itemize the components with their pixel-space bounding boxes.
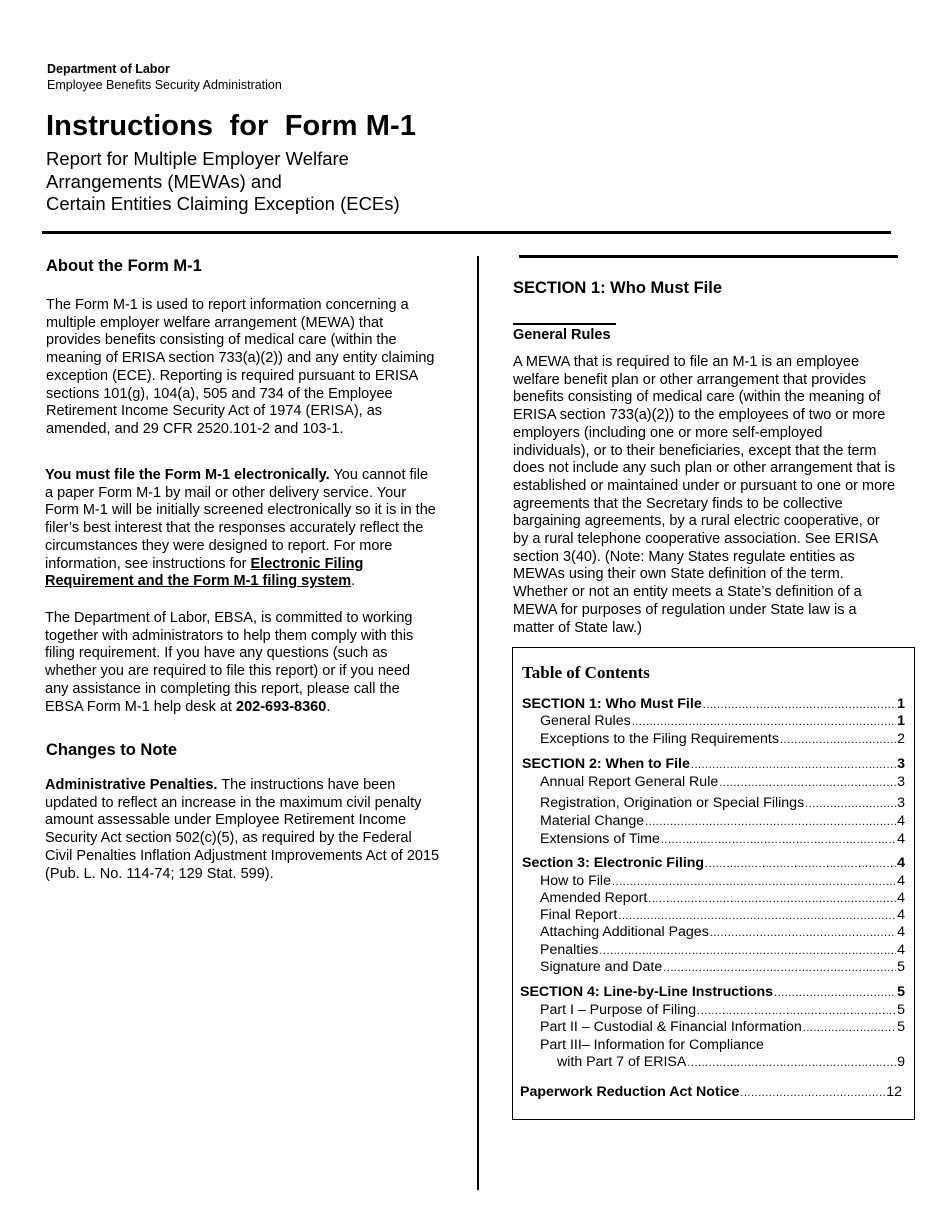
page-title: Instructions for Form M-1 xyxy=(46,110,417,142)
changes-heading: Changes to Note xyxy=(46,741,178,759)
efile-text: You cannot file a paper Form M-1 by mail or other delivery service. Your Form M-1 will be initially screened electronically so it is in the filer’s best interest that the responses accurately reflect the circumstances they were designed to report. For more information, see instructions for xyxy=(45,467,436,572)
efile-link[interactable]: Electronic Filing Requirement and the Form M-1 filing system xyxy=(45,555,364,590)
penalties-text: The instructions have been updated to reflect an increase in the maximum civil penalty amount assessable under Employee Retirement Income Security Act section 502(c)(5), as required by the Federal Civil Penalties Inflation Adjustment Improvements Act of 2015 (Pub. L. No. 114-74; 129 Stat. 599). xyxy=(45,777,440,882)
general-rules-paragraph: A MEWA that is required to file an M-1 is an employee welfare benefit plan or other arrangement that provides benefits consisting of medical care (within the meaning of ERISA section 733(a)(2)) to the employees of two or more employers (including one or more self-employed individuals), or to their beneficiaries, except that the term does not include any such plan or other arrangement that is established or maintained under or pursuant to one or more agreements that the Secretary finds to be collective bargaining agreements, by a rural electric cooperative, or by a rural telephone cooperative association. See ERISA section 3(40). (Note: Many States regulate entities as MEWAs using their own State definition of the term. Whether or not an entity meets a State’s definition of a MEWA for purposes of regulation under State law is a matter of State law.) xyxy=(513,354,896,636)
penalties-paragraph xyxy=(45,777,441,883)
section1-heading: SECTION 1: Who Must File xyxy=(513,279,722,297)
toc-entry-part-1[interactable]: Part I – Purpose of Filing ..... 5 xyxy=(540,1002,905,1020)
right-column-rule xyxy=(519,255,898,258)
about-paragraph: The Form M-1 is used to report information concerning a multiple employer welfare arrangement (MEWA) that provides benefits consisting of medical care (within the meaning of ERISA section 733(a)(2)) and any entity claiming exception (ECE). Reporting is required pursuant to ERISA sections 101(g), 104(a), 505 and 734 of the Employee Retirement Income Security Act of 1974 (ERISA), as amended, and 29 CFR 2520.101-2 and 103-1. xyxy=(46,297,435,437)
toc-entry-part-3[interactable]: Part III– Information for Compliance xyxy=(540,1037,764,1053)
help-desk-phone: 202-693-8360 xyxy=(236,698,327,715)
toc-entry-part-2[interactable]: Part II – Custodial & Financial Information ..... 5 xyxy=(540,1019,905,1037)
agency-name: Employee Benefits Security Administration xyxy=(47,78,282,92)
toc-entry-annual-report[interactable]: Annual Report General Rule ..... 3 xyxy=(540,774,905,792)
subtitle-line: Report for Multiple Employer Welfare xyxy=(46,148,349,169)
efile-paragraph xyxy=(45,467,437,591)
toc-entry-exceptions[interactable]: Exceptions to the Filing Requirements ..... 2 xyxy=(540,731,905,749)
toc-entry-penalties[interactable]: Penalties ..... 4 xyxy=(540,942,905,960)
subtitle-line: Arrangements (MEWAs) and xyxy=(46,170,282,192)
toc-entry-registration[interactable]: Registration, Origination or Special Filings ..... 3 xyxy=(540,795,905,813)
toc-entry-section-4[interactable]: SECTION 4: Line-by-Line Instructions ..... 5 xyxy=(520,984,905,1002)
general-rules-rule xyxy=(513,323,616,325)
toc-entry-amended-report[interactable]: Amended Report ..... 4 xyxy=(540,890,905,908)
toc-entry-part-3-cont[interactable]: with Part 7 of ERISA ..... 9 xyxy=(557,1054,905,1072)
toc-title: Table of Contents xyxy=(522,663,650,682)
efile-end: . xyxy=(351,573,356,590)
page-subtitle xyxy=(46,148,400,216)
toc-entry-general-rules[interactable]: General Rules ..... 1 xyxy=(540,713,905,731)
toc-entry-signature[interactable]: Signature and Date ..... 5 xyxy=(540,959,905,977)
toc-entry-extensions[interactable]: Extensions of Time ..... 4 xyxy=(540,831,905,849)
column-divider xyxy=(477,256,479,1190)
general-rules-heading: General Rules xyxy=(513,327,611,343)
toc-entry-material-change[interactable]: Material Change ..... 4 xyxy=(540,813,905,831)
dol-paragraph xyxy=(45,610,437,716)
toc-entry-paperwork-notice[interactable]: Paperwork Reduction Act Notice ..... 12 xyxy=(520,1084,902,1102)
toc-entry-final-report[interactable]: Final Report ..... 4 xyxy=(540,907,905,925)
toc-entry-how-to-file[interactable]: How to File ..... 4 xyxy=(540,873,905,891)
department-name: Department of Labor xyxy=(47,62,170,76)
efile-bold: You must file the Form M-1 electronically. xyxy=(45,467,330,483)
toc-entry-section-3[interactable]: Section 3: Electronic Filing ..... 4 xyxy=(522,855,905,873)
toc-entry-section-2[interactable]: SECTION 2: When to File ..... 3 xyxy=(522,756,905,774)
header-rule xyxy=(42,231,891,234)
dol-text: The Department of Labor, EBSA, is committed to working together with administrators to help them comply with this filing requirement. If you have any questions (such as whether you are required to file this report) or if you need any assistance in completing this report, please call the EBSA Form M-1 help desk at xyxy=(45,610,414,715)
toc-entry-attaching-pages[interactable]: Attaching Additional Pages ..... 4 xyxy=(540,924,905,942)
penalties-bold: Administrative Penalties. xyxy=(45,777,218,793)
subtitle-line: Certain Entities Claiming Exception (ECEs) xyxy=(46,193,400,214)
about-heading: About the Form M-1 xyxy=(46,257,202,275)
toc-entry-section-1[interactable]: SECTION 1: Who Must File ..... 1 xyxy=(522,696,905,714)
table-of-contents xyxy=(512,647,915,1120)
dol-end: . xyxy=(326,698,331,715)
